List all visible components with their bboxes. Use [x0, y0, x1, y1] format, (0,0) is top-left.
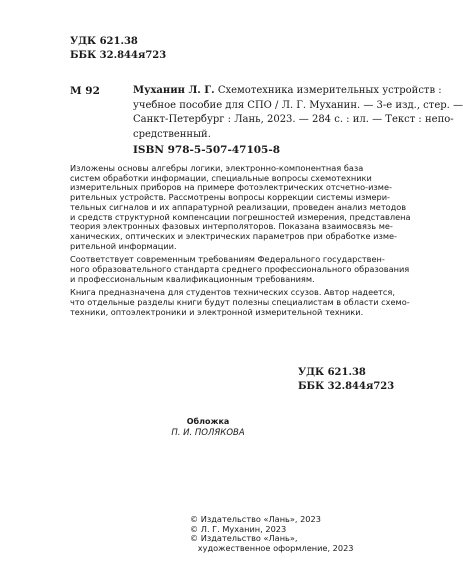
annotation-line: Изложены основы алгебры логики, электронно-компонентная база [70, 163, 364, 173]
annotation-line: и средств структурной компенсации погрешностей измерения, представлена [70, 211, 411, 222]
annotation-line: что отдельные разделы книги будут полезны специалистам в области схемо- [70, 297, 410, 308]
biblio-line-3: Санкт-Петербург : Лань, 2023. — 284 с. : ил. — Текст : непо- [133, 114, 454, 125]
author-name: Муханин Л. Г. [133, 85, 215, 96]
annotation-line: и профессиональным квалификационным требованиям. [70, 273, 315, 284]
bbk-code-top: ББК 32.844я723 [70, 50, 167, 61]
cover-designer-name: П. И. ПОЛЯКОВА [171, 428, 245, 438]
author-shelf-mark: М 92 [70, 85, 100, 97]
copyright-line: © Издательство «Лань», [190, 533, 298, 544]
bbk-code-bottom: ББК 32.844я723 [298, 381, 395, 392]
annotation-line: систем обработки информации, специальные вопросы схемотехники [70, 172, 372, 183]
annotation-line: тельных сигналов и их аппаратурной реализации, проведен анализ методов [70, 201, 407, 212]
annotation-line: ного образовательного стандарта среднего профессионального образования [70, 264, 410, 275]
bibliographic-record [133, 84, 463, 142]
annotation [70, 163, 411, 318]
udk-code-top: УДК 621.38 [70, 36, 138, 47]
annotation-line: рительной информации. [70, 240, 177, 251]
biblio-line-1 [133, 84, 442, 99]
isbn: ISBN 978-5-507-47105-8 [133, 144, 281, 156]
annotation-line: Книга предназначена для студентов технических ссузов. Автор надеется, [70, 287, 395, 298]
biblio-line-2: учебное пособие для СПО / Л. Г. Муханин. — 3-е изд., стер. — [133, 99, 463, 111]
copyright-line: © Л. Г. Муханин, 2023 [190, 523, 287, 534]
annotation-line: измерительных приборов на примере фотоэлектрических отсчетно-изме- [70, 182, 392, 193]
cover-credit-label: Обложка [186, 417, 230, 426]
annotation-line: рительных устройств. Рассмотрены вопросы коррекции системы измери- [70, 192, 391, 203]
annotation-line: Соответствует современным требованиям Федерального государствен- [70, 254, 385, 265]
annotation-line: техники, оптоэлектроники и электронной измерительной техники. [70, 306, 364, 317]
copyright-line: художественное оформление, 2023 [190, 543, 354, 554]
book-title: Схемотехника измерительных устройств : [214, 85, 442, 96]
copyright-line: © Издательство «Лань», 2023 [190, 514, 321, 524]
annotation-line: теория электронных фазовых интерполяторов. Показана взаимосвязь ме- [70, 221, 393, 232]
udk-code-bottom: УДК 621.38 [298, 367, 366, 378]
copyright-block [190, 515, 390, 554]
biblio-line-4: средственный. [133, 128, 211, 140]
annotation-line: ханических, оптических и электрических параметров при обработке изме- [70, 230, 397, 241]
